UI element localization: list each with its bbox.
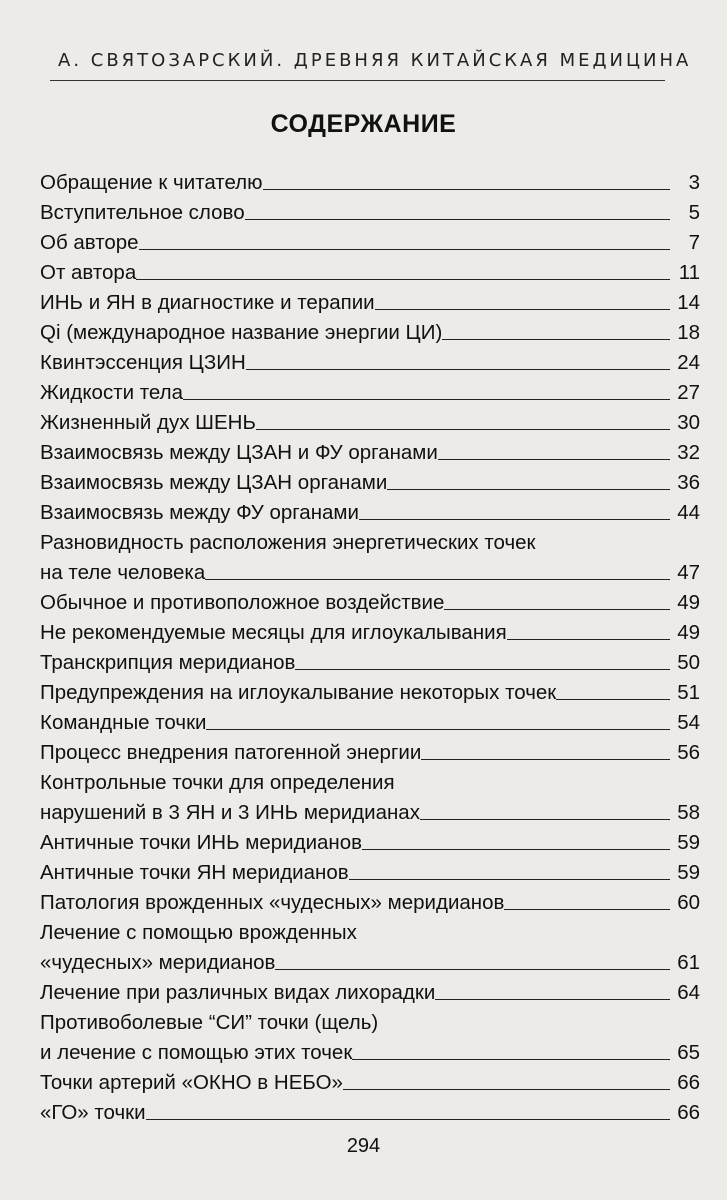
toc-entry	[40, 735, 700, 765]
toc-entry	[40, 675, 700, 705]
toc-leader-line	[349, 879, 670, 880]
toc-leader-line	[205, 579, 670, 580]
toc-entry-page: 30	[677, 411, 700, 434]
toc-entry-page: 7	[688, 231, 700, 254]
toc-entry-title: Транскрипция меридианов	[40, 651, 296, 674]
toc-entry-page: 59	[677, 861, 700, 884]
toc-entry-page: 58	[677, 801, 700, 824]
toc-entry-page: 27	[677, 381, 700, 404]
toc-leader-line	[146, 1119, 670, 1120]
toc-entry-page: 24	[677, 351, 700, 374]
toc-entry-title: Жизненный дух ШЕНЬ	[40, 411, 256, 434]
toc-leader-line	[507, 639, 670, 640]
toc-entry-title: Предупреждения на иглоукалывание некоторых точек	[40, 681, 557, 704]
toc-entry	[40, 645, 700, 675]
toc-entry	[40, 435, 700, 465]
toc-leader-line	[438, 459, 670, 460]
toc-entry-title: Взаимосвязь между ЦЗАН и ФУ органами	[40, 441, 438, 464]
toc-leader-line	[352, 1059, 670, 1060]
toc-leader-line	[504, 909, 670, 910]
toc-entry-title: Взаимосвязь между ЦЗАН органами	[40, 471, 388, 494]
toc-entry	[40, 495, 700, 525]
toc-entry-line	[40, 525, 700, 555]
toc-entry	[40, 375, 700, 405]
toc-leader-line	[420, 819, 670, 820]
toc-entry-line	[40, 1005, 700, 1035]
toc-entry	[40, 555, 700, 585]
toc-leader-line	[421, 759, 670, 760]
toc-leader-line	[442, 339, 670, 340]
toc-entry-title: «чудесных» меридианов	[40, 951, 276, 974]
toc-entry	[40, 1065, 700, 1095]
toc-entry-page: 49	[677, 621, 700, 644]
toc-entry	[40, 405, 700, 435]
toc-entry-page: 18	[677, 321, 700, 344]
toc-entry-title: Взаимосвязь между ФУ органами	[40, 501, 359, 524]
header-rule	[50, 80, 665, 81]
running-header: А. СВЯТОЗАРСКИЙ. ДРЕВНЯЯ КИТАЙСКАЯ МЕДИЦИНА	[58, 50, 692, 71]
table-of-contents	[40, 165, 700, 1125]
toc-entry-page: 11	[678, 261, 700, 284]
toc-entry-title: Античные точки ЯН меридианов	[40, 861, 349, 884]
toc-entry-title: Патология врожденных «чудесных» меридианов	[40, 891, 505, 914]
toc-entry-title: Не рекомендуемые месяцы для иглоукалывания	[40, 621, 507, 644]
toc-entry	[40, 945, 700, 975]
toc-entry-page: 44	[677, 501, 700, 524]
toc-entry-title: Античные точки ИНЬ меридианов	[40, 831, 363, 854]
toc-entry-page: 54	[677, 711, 700, 734]
toc-entry-title: Об авторе	[40, 231, 139, 254]
toc-leader-line	[183, 399, 670, 400]
toc-leader-line	[275, 969, 670, 970]
toc-entry	[40, 165, 700, 195]
toc-entry	[40, 795, 700, 825]
toc-entry-page: 5	[688, 201, 700, 224]
toc-entry-page: 49	[677, 591, 700, 614]
toc-entry	[40, 285, 700, 315]
toc-leader-line	[206, 729, 670, 730]
toc-entry-title: Обращение к читателю	[40, 171, 263, 194]
toc-leader-line	[295, 669, 670, 670]
toc-entry-title: Лечение с помощью врожденных	[40, 921, 357, 944]
toc-entry	[40, 1035, 700, 1065]
toc-entry-title: Противоболевые “СИ” точки (щель)	[40, 1011, 379, 1034]
toc-leader-line	[435, 999, 670, 1000]
toc-entry-page: 64	[677, 981, 700, 1004]
toc-entry-page: 59	[677, 831, 700, 854]
toc-leader-line	[136, 279, 670, 280]
toc-entry-page: 47	[677, 561, 700, 584]
toc-entry-page: 66	[677, 1101, 700, 1124]
toc-entry	[40, 255, 700, 285]
toc-leader-line	[245, 219, 670, 220]
toc-entry	[40, 1095, 700, 1125]
toc-entry-title: Разновидность расположения энергетических точек	[40, 531, 536, 554]
toc-entry-page: 14	[677, 291, 700, 314]
toc-leader-line	[343, 1089, 670, 1090]
toc-entry-title: Обычное и противоположное воздействие	[40, 591, 445, 614]
toc-entry	[40, 345, 700, 375]
toc-entry	[40, 975, 700, 1005]
toc-entry-line	[40, 765, 700, 795]
toc-leader-line	[256, 429, 670, 430]
toc-entry-title: Вступительное слово	[40, 201, 245, 224]
toc-entry-title: и лечение с помощью этих точек	[40, 1041, 353, 1064]
toc-entry-title: «ГО» точки	[40, 1101, 146, 1124]
toc-entry	[40, 855, 700, 885]
toc-leader-line	[362, 849, 670, 850]
toc-entry-title: Точки артерий «ОКНО в НЕБО»	[40, 1071, 343, 1094]
toc-title: СОДЕРЖАНИЕ	[270, 110, 457, 138]
toc-entry-page: 32	[677, 441, 700, 464]
toc-entry	[40, 195, 700, 225]
toc-leader-line	[263, 189, 670, 190]
toc-entry-page: 36	[677, 471, 700, 494]
toc-leader-line	[444, 609, 670, 610]
toc-entry-title: Qi (международное название энергии ЦИ)	[40, 321, 443, 344]
toc-leader-line	[246, 369, 670, 370]
page-number: 294	[346, 1135, 381, 1157]
toc-entry	[40, 225, 700, 255]
toc-entry-title: Процесс внедрения патогенной энергии	[40, 741, 422, 764]
toc-entry-title: Контрольные точки для определения	[40, 771, 395, 794]
toc-entry-page: 65	[677, 1041, 700, 1064]
toc-entry-title: Лечение при различных видах лихорадки	[40, 981, 436, 1004]
toc-entry-title: Квинтэссенция ЦЗИН	[40, 351, 246, 374]
toc-entry-title: ИНЬ и ЯН в диагностике и терапии	[40, 291, 375, 314]
toc-leader-line	[556, 699, 670, 700]
toc-entry-title: Командные точки	[40, 711, 207, 734]
toc-entry	[40, 705, 700, 735]
toc-leader-line	[359, 519, 670, 520]
toc-entry-line	[40, 915, 700, 945]
toc-entry-title: Жидкости тела	[40, 381, 183, 404]
toc-entry-page: 60	[677, 891, 700, 914]
toc-leader-line	[139, 249, 670, 250]
toc-entry	[40, 585, 700, 615]
toc-entry	[40, 885, 700, 915]
toc-leader-line	[375, 309, 670, 310]
toc-entry-page: 3	[688, 171, 700, 194]
toc-entry	[40, 615, 700, 645]
toc-entry	[40, 315, 700, 345]
toc-entry-title: нарушений в 3 ЯН и 3 ИНЬ меридианах	[40, 801, 420, 824]
toc-leader-line	[387, 489, 670, 490]
toc-entry-title: на теле человека	[40, 561, 206, 584]
toc-entry-page: 66	[677, 1071, 700, 1094]
toc-entry-page: 56	[677, 741, 700, 764]
toc-entry	[40, 465, 700, 495]
toc-entry-page: 61	[677, 951, 700, 974]
toc-entry-page: 50	[677, 651, 700, 674]
toc-entry-title: От автора	[40, 261, 137, 284]
toc-entry-page: 51	[677, 681, 700, 704]
toc-entry	[40, 825, 700, 855]
